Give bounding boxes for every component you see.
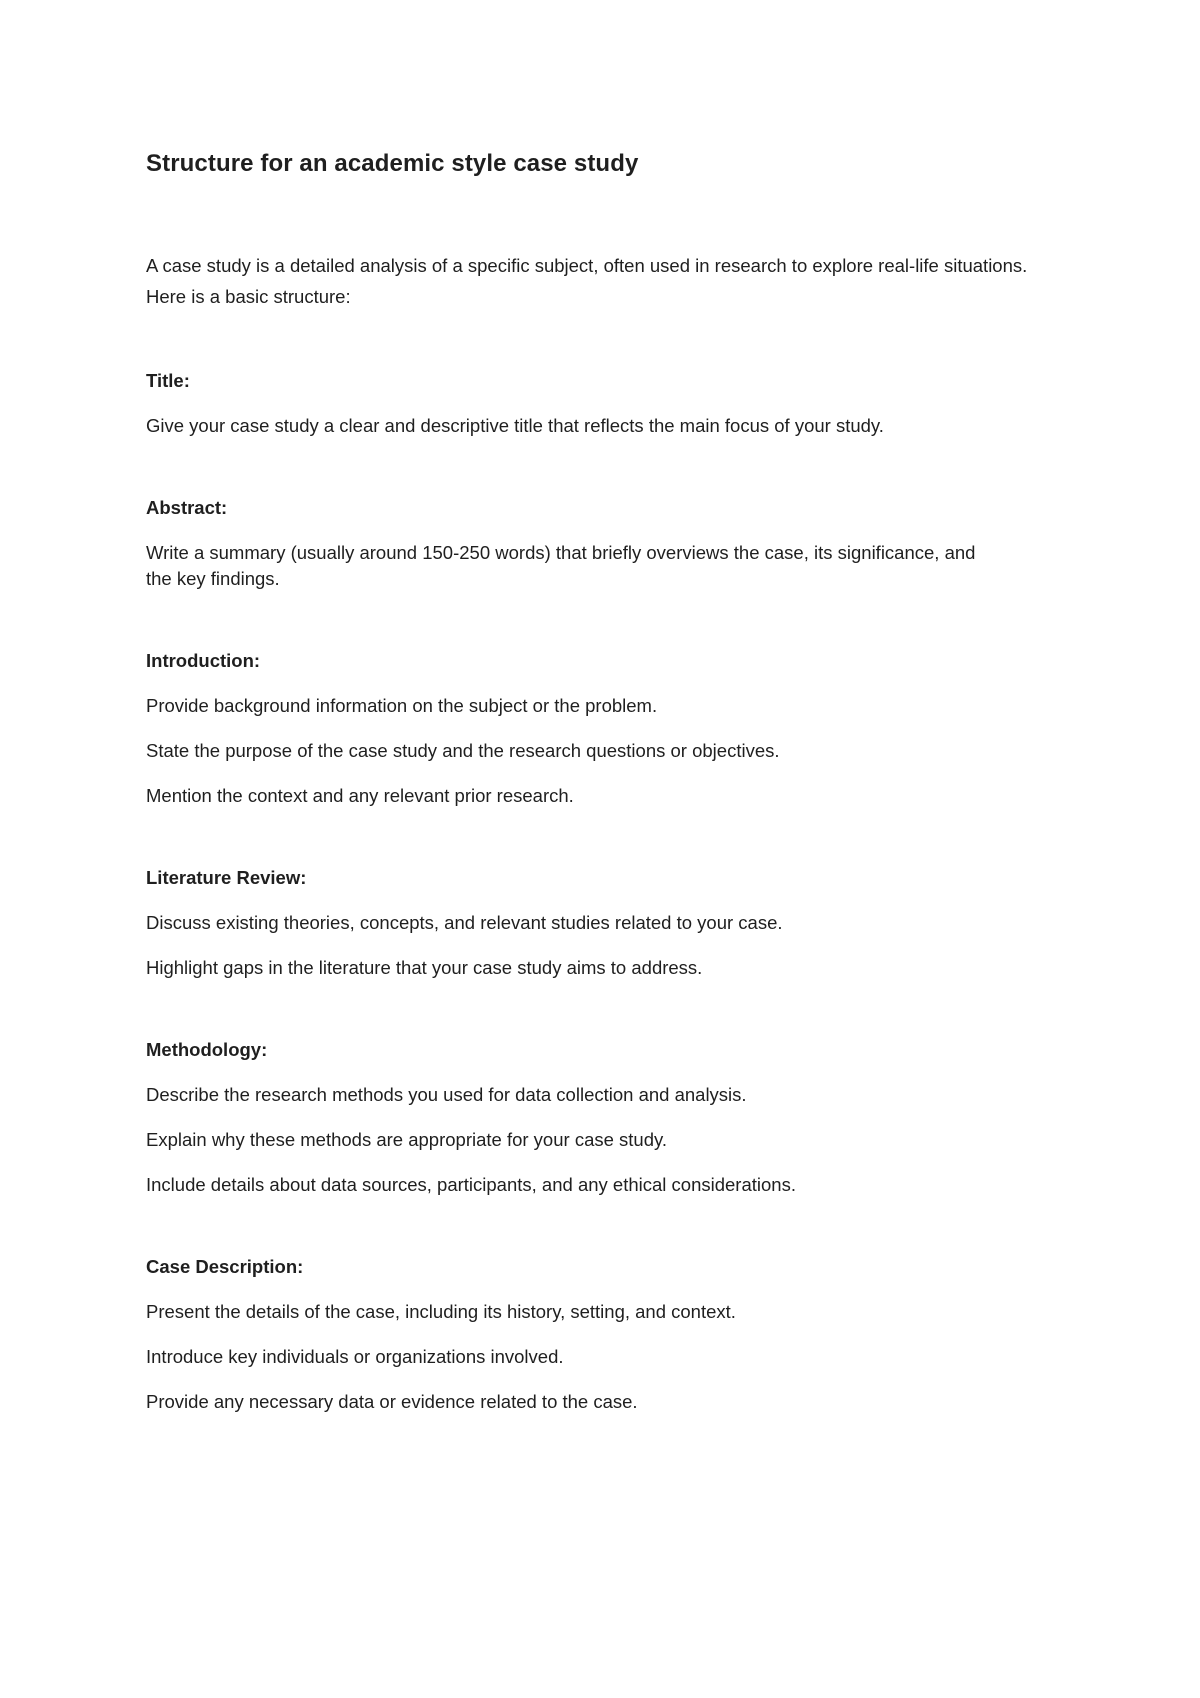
section-heading: Methodology:: [146, 1039, 268, 1060]
section-case-description: [146, 1254, 1056, 1415]
document-title: Structure for an academic style case study: [146, 150, 639, 177]
section-title: [146, 368, 1056, 439]
section-literature-review: [146, 865, 1056, 981]
section-abstract: [146, 495, 1056, 592]
section-paragraph: Provide background information on the subject or the problem.: [146, 695, 658, 716]
document-content: [146, 148, 1056, 1415]
section-heading: Introduction:: [146, 650, 261, 671]
section-paragraph: State the purpose of the case study and the research questions or objectives.: [146, 740, 780, 761]
intro-paragraph: A case study is a detailed analysis of a specific subject, often used in research to explore real-life situations. Here is a basic structure:: [146, 255, 1028, 307]
section-heading: Case Description:: [146, 1256, 304, 1277]
section-paragraph: Include details about data sources, participants, and any ethical considerations.: [146, 1174, 796, 1195]
section-paragraph: Provide any necessary data or evidence related to the case.: [146, 1391, 638, 1412]
section-paragraph: Discuss existing theories, concepts, and relevant studies related to your case.: [146, 912, 783, 933]
section-heading: Literature Review:: [146, 867, 307, 888]
section-heading: Title:: [146, 370, 190, 391]
section-paragraph: Give your case study a clear and descriptive title that reflects the main focus of your study.: [146, 415, 884, 436]
section-paragraph: Present the details of the case, including its history, setting, and context.: [146, 1301, 736, 1322]
section-paragraph: Highlight gaps in the literature that your case study aims to address.: [146, 957, 703, 978]
section-methodology: [146, 1037, 1056, 1198]
section-paragraph: Write a summary (usually around 150-250 words) that briefly overviews the case, its significance, and the key findings.: [146, 542, 976, 589]
section-paragraph: Mention the context and any relevant prior research.: [146, 785, 574, 806]
section-paragraph: Describe the research methods you used for data collection and analysis.: [146, 1084, 747, 1105]
section-paragraph: Introduce key individuals or organizations involved.: [146, 1346, 564, 1367]
section-paragraph: Explain why these methods are appropriate for your case study.: [146, 1129, 668, 1150]
section-heading: Abstract:: [146, 497, 228, 518]
section-introduction: [146, 648, 1056, 809]
